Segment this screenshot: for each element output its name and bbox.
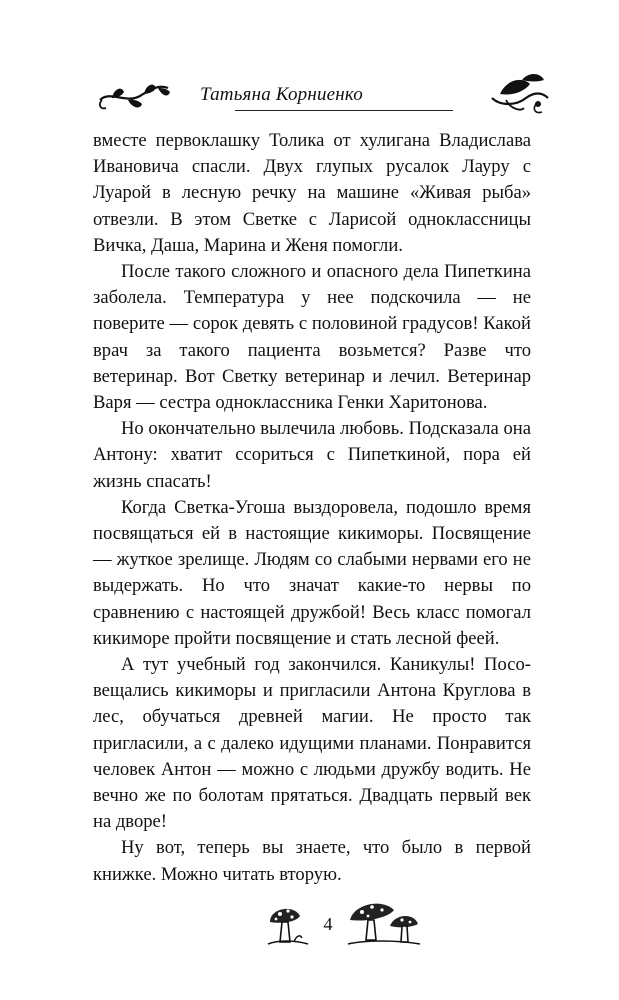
paragraph: Ну вот, теперь вы знаете, что было в первой книжке. Можно читать вторую. <box>93 837 531 885</box>
author-name: Татьяна Корниенко <box>200 84 363 105</box>
bird-swirl-ornament-icon <box>486 70 552 116</box>
header-divider <box>235 110 453 111</box>
paragraph: вместе первоклашку Толика от хулигана Владислава Ивановича спасли. Двух глупых русалок Лауру с Луарой в лесную речку на машине «Живая рыба» отвезли. В этом Светке с Ларисой одноклассницы Вичка, Даша, Марина и Женя помогли. <box>93 130 531 256</box>
page-number: 4 <box>323 914 333 934</box>
leaf-swirl-ornament-icon <box>96 76 172 114</box>
paragraph: Когда Светка-Угоша выздоровела, подошло время посвящаться ей в настоящие кикиморы. Посвящение — жуткое зрелище. Людям со слабыми нервами его не выдержать. Но что значат какие-то нервы по сравнению с настоящей дружбой! Весь класс помогал кикиморе пройти посвящение и стать лесной феей. <box>93 496 531 649</box>
paragraph: После такого сложного и опасного дела Пипеткина заболела. Температура у нее подскочила — не поверите — сорок девять с половиной градусов! Какой врач за такого пациента возьмется? Разве что ветеринар. Вот Светку ветеринар и лечил. Ветеринар Варя — сестра одноклассника Генки Харитонова. <box>93 261 531 414</box>
paragraph: А тут учебный год закончился. Каникулы! Посовещались кикиморы и пригласили Антона Круглова в лес, обучаться древней магии. Не просто так пригласили, а с далеко идущими планами. Понравится человек Антон — можно с людьми дружбу водить. Не вечно же по болотам прятаться. Двадцать первый век на дворе! <box>93 654 531 833</box>
mushroom-icon <box>264 902 312 948</box>
page-footer <box>0 896 619 956</box>
paragraph: Но окончательно вылечила любовь. Подсказала она Антону: хватит ссориться с Пипеткиной, пора ей жизнь спасать! <box>93 418 531 492</box>
chapter-text <box>93 128 531 888</box>
mushroom-pair-icon <box>346 896 422 948</box>
running-header <box>0 70 619 120</box>
